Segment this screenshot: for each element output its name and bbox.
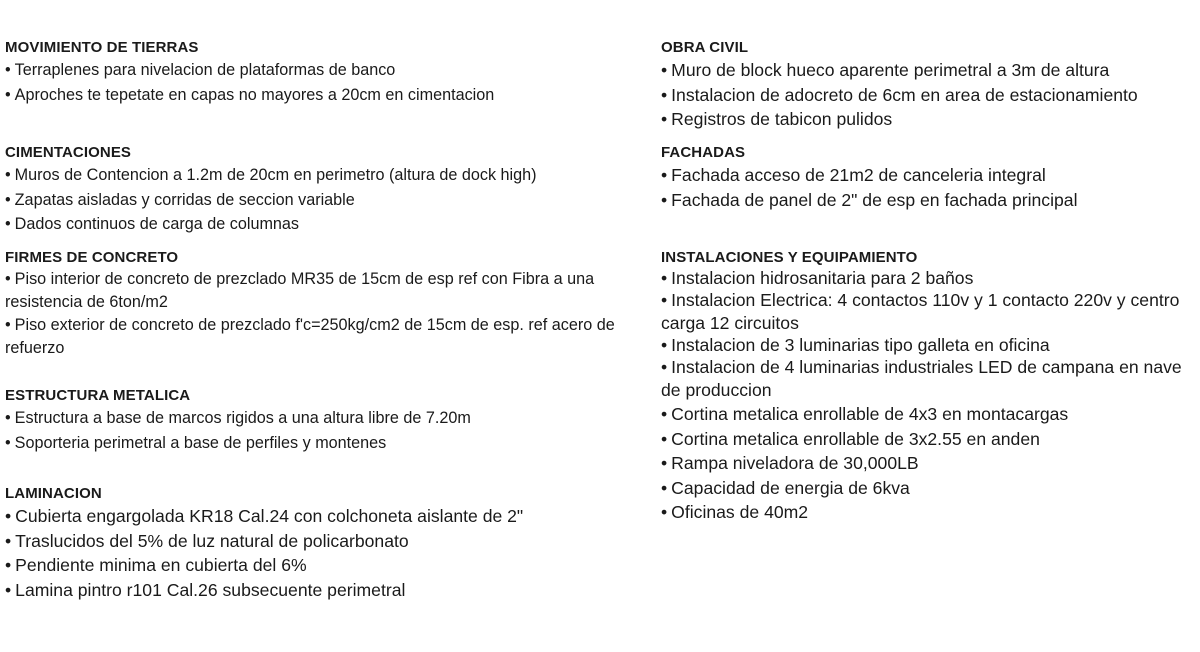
item-list	[661, 163, 1200, 212]
list-item: • Traslucidos del 5% de luz natural de policarbonato	[5, 530, 409, 551]
list-item: • Oficinas de 40m2	[661, 502, 809, 522]
section-title: LAMINACION	[5, 485, 102, 502]
list-item: • Dados continuos de carga de columnas	[5, 215, 300, 233]
section-obra-civil	[661, 38, 1200, 132]
list-item: • Muro de block hueco aparente perimetral a 3m de altura	[661, 60, 1110, 80]
item-list	[5, 406, 655, 455]
item-list	[661, 58, 1200, 132]
section-title: FACHADAS	[661, 144, 746, 161]
section-title: INSTALACIONES Y EQUIPAMIENTO	[661, 249, 918, 266]
list-item: • Zapatas aisladas y corridas de seccion variable	[5, 190, 355, 209]
list-item: • Capacidad de energia de 6kva	[661, 477, 910, 498]
list-item: • Cortina metalica enrollable de 3x2.55 en anden	[661, 428, 1040, 449]
list-item: • Instalacion de 4 luminarias industriales LED de campana en nave de produccion	[661, 357, 1182, 400]
list-item: • Lamina pintro r101 Cal.26 subsecuente perimetral	[5, 579, 406, 600]
list-item: • Instalacion hidrosanitaria para 2 baños	[661, 268, 974, 288]
section-title: ESTRUCTURA METALICA	[5, 387, 191, 404]
section-movimiento-de-tierras	[5, 38, 655, 107]
list-item: • Instalacion de adocreto de 6cm en area de estacionamiento	[661, 84, 1138, 105]
list-item: • Soporteria perimetral a base de perfiles y montenes	[5, 433, 387, 452]
list-item: • Estructura a base de marcos rigidos a una altura libre de 7.20m	[5, 409, 471, 427]
section-title: CIMENTACIONES	[5, 144, 132, 161]
section-fachadas	[661, 143, 1200, 212]
list-item: • Muros de Contencion a 1.2m de 20cm en perimetro (altura de dock high)	[5, 166, 537, 184]
list-item: • Aproches te tepetate en capas no mayores a 20cm en cimentacion	[5, 85, 495, 104]
list-item: • Pendiente minima en cubierta del 6%	[5, 555, 307, 575]
list-item: • Instalacion de 3 luminarias tipo galleta en oficina	[661, 335, 1050, 355]
section-estructura-metalica	[5, 386, 655, 455]
list-item: • Fachada acceso de 21m2 de canceleria integral	[661, 165, 1046, 185]
item-list	[5, 504, 655, 602]
item-list	[5, 268, 655, 360]
list-item: • Cubierta engargolada KR18 Cal.24 con colchoneta aislante de 2"	[5, 506, 524, 526]
section-cimentaciones	[5, 143, 655, 237]
section-firmes-de-concreto	[5, 248, 655, 360]
item-list	[5, 58, 655, 107]
item-list	[661, 268, 1200, 525]
section-title: OBRA CIVIL	[661, 39, 749, 56]
list-item: • Registros de tabicon pulidos	[661, 109, 893, 129]
section-title: MOVIMIENTO DE TIERRAS	[5, 39, 199, 56]
list-item: • Rampa niveladora de 30,000LB	[661, 453, 919, 473]
list-item: • Terraplenes para nivelacion de plataformas de banco	[5, 61, 396, 79]
section-laminacion	[5, 484, 655, 602]
section-instalaciones-y-equipamiento	[661, 248, 1200, 525]
list-item: • Piso interior de concreto de prezclado MR35 de 15cm de esp ref con Fibra a una resistencia de 6ton/m2	[5, 270, 622, 311]
list-item: • Instalacion Electrica: 4 contactos 110v y 1 contacto 220v y centro carga 12 circuitos	[661, 290, 1180, 333]
item-list	[5, 163, 655, 237]
list-item: • Piso exterior de concreto de prezclado f'c=250kg/cm2 de 15cm de esp. ref acero de refuerzo	[5, 316, 615, 357]
list-item: • Fachada de panel de 2" de esp en fachada principal	[661, 189, 1078, 210]
list-item: • Cortina metalica enrollable de 4x3 en montacargas	[661, 404, 1069, 424]
section-title: FIRMES DE CONCRETO	[5, 249, 179, 266]
